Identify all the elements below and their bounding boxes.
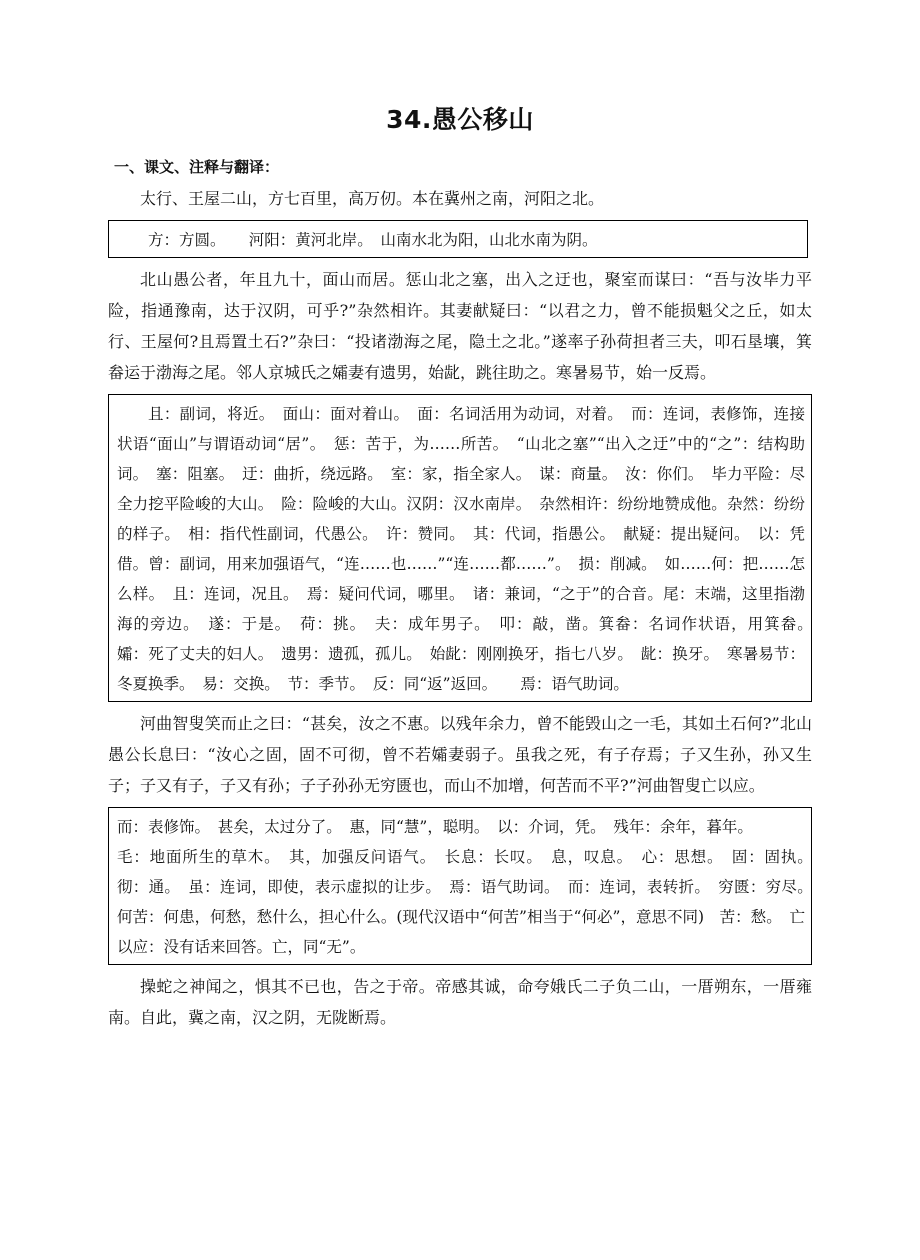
text-paragraph-2: 北山愚公者，年且九十，面山而居。惩山北之塞，出入之迂也，聚室而谋曰：“吾与汝毕力平险，指通豫南，达于汉阴，可乎?”杂然相许。其妻献疑曰：“以君之力，曾不能损魁父之丘，如太行、王屋何?且焉置土石?”杂曰：“投诸渤海之尾，隐土之北。”遂率子孙荷担者三夫，叩石垦壤，箕畚运于渤海之尾。邻人京城氏之孀妻有遗男，始龀，跳往助之。寒暑易节，始一反焉。 bbox=[108, 270, 812, 382]
annotation-box-1 bbox=[108, 220, 808, 258]
annotation-text-3a: 而：表修饰。 甚矣，太过分了。 惠，同“慧”，聪明。 以：介词，凭。 残年：余年，暮年。 bbox=[117, 818, 753, 836]
annotation-text-2: 且：副词，将近。 面山：面对着山。 面：名词活用为动词，对着。 而：连词，表修饰，连接状语“面山”与谓语动词“居”。 惩：苦于，为……所苦。 “山北之塞”“出入之迂”中的“之”：结构助词。 塞：阻塞。 迂：曲折，绕远路。 室：家，指全家人。 谋：商量。 汝：你们。 毕力平险：尽全力挖平险峻的大山。 险：险峻的大山。汉阴：汉水南岸。 杂然相许：纷纷地赞成他。杂然：纷纷的样子。 相：指代性副词，代愚公。 许：赞同。 其：代词，指愚公。 献疑：提出疑问。 以：凭借。曾：副词，用来加强语气，“连……也……”“连……都……”。 损：削减。 如……何：把……怎么样。 且：连词，况且。 焉：疑问代词，哪里。 诸：兼词，“之于”的合音。尾：末端，这里指渤海的旁边。 遂：于是。 荷：挑。 夫：成年男子。 叩：敲，凿。箕畚：名词作状语，用箕畚。 孀：死了丈夫的妇人。 遗男：遗孤，孤儿。 始龀：刚刚换牙，指七八岁。 龀：换牙。 寒暑易节：冬夏换季。 易：交换。 节：季节。 反：同“返”返回。 焉：语气助词。 bbox=[117, 405, 821, 693]
annotation-box-2 bbox=[108, 394, 821, 702]
annotation-box-3 bbox=[108, 807, 821, 965]
section-heading: 一、课文、注释与翻译： bbox=[114, 158, 280, 176]
document-page bbox=[108, 100, 821, 1039]
annotation-text-3b: 毛：地面所生的草木。 其，加强反问语气。 长息：长叹。 息，叹息。 心：思想。 固：固执。 彻：通。 虽：连词，即使，表示虚拟的让步。 焉：语气助词。 而：连词，表转折。 穷匮：穷尽。 何苦：何患，何愁，愁什么，担心什么。(现代汉语中“何苦”相当于“何必”，意思不同) 苦：愁。 亡以应：没有话来回答。亡，同“无”。 bbox=[117, 848, 821, 956]
text-paragraph-4: 操蛇之神闻之，惧其不已也，告之于帝。帝感其诚，命夸娥氏二子负二山，一厝朔东，一厝雍南。自此，冀之南，汉之阴，无陇断焉。 bbox=[108, 977, 812, 1027]
page-title: 34.愚公移山 bbox=[386, 105, 534, 134]
text-paragraph-3: 河曲智叟笑而止之曰：“甚矣，汝之不惠。以残年余力，曾不能毁山之一毛，其如土石何?”北山愚公长息曰：“汝心之固，固不可彻，曾不若孀妻弱子。虽我之死，有子存焉；子又生孙，孙又生子；子又有子，子又有孙；子子孙孙无穷匮也，而山不加增，何苦而不平?”河曲智叟亡以应。 bbox=[108, 714, 812, 795]
annotation-text-1: 方：方圆。 河阳：黄河北岸。 山南水北为阳，山北水南为阴。 bbox=[148, 231, 598, 249]
text-paragraph-1: 太行、王屋二山，方七百里，高万仞。本在冀州之南，河阳之北。 bbox=[140, 189, 605, 208]
